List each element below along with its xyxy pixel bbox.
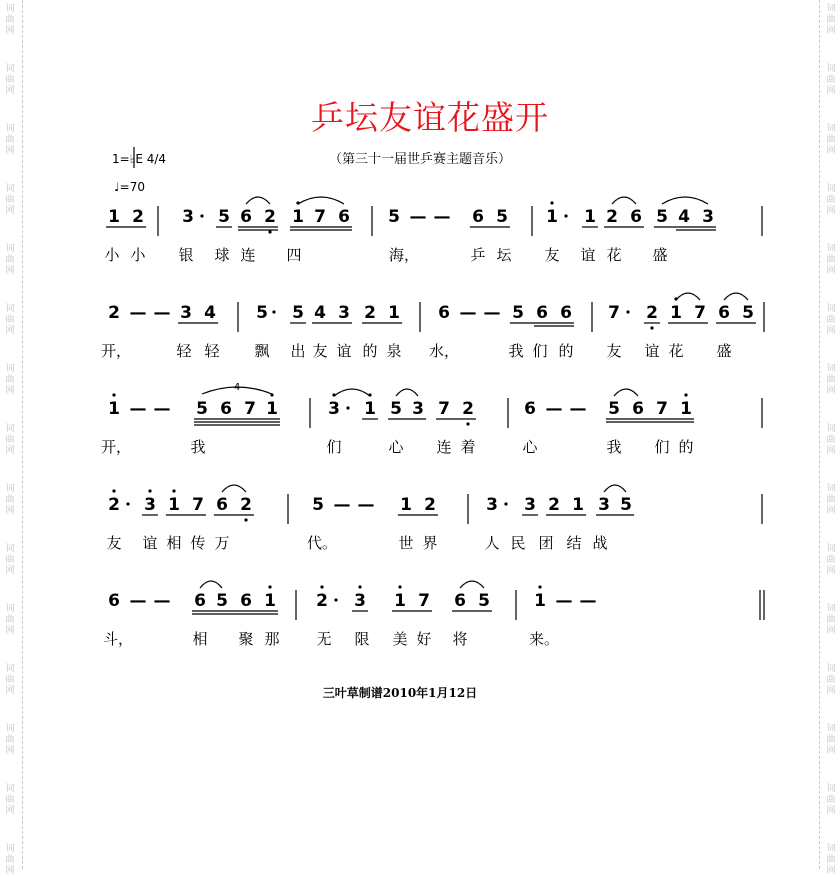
note: —: [579, 591, 597, 611]
key-signature: 1=♭E 4/4: [112, 152, 167, 166]
song-subtitle: （第三十一届世乒赛主题音乐）: [328, 152, 511, 167]
note: 6: [220, 399, 232, 419]
lyric: 限: [354, 630, 370, 648]
lyric: 友: [312, 342, 328, 360]
note: —: [333, 495, 351, 515]
lyric: 四: [286, 246, 302, 264]
note: 3: [598, 495, 610, 515]
octave-dot: [200, 214, 203, 217]
watermark-mark: 词 曲 网: [5, 484, 15, 516]
note: 7: [244, 399, 256, 419]
lyric: 盛: [652, 246, 668, 264]
note: —: [569, 399, 587, 419]
lyric: 世: [398, 534, 414, 552]
note: 6: [240, 591, 252, 611]
octave-dot: [674, 297, 677, 300]
note: 1: [364, 399, 376, 419]
lyric: 花: [668, 342, 684, 360]
note: 1: [388, 303, 400, 323]
tuplet-number: 4: [233, 382, 241, 393]
lyric: 友: [106, 534, 122, 552]
note: 7: [192, 495, 204, 515]
lyric: 相: [166, 534, 182, 552]
lyric: 轻: [176, 342, 192, 360]
watermark-mark: 词 曲 网: [5, 604, 15, 636]
lyric: 传: [190, 534, 206, 552]
note: 6: [630, 207, 642, 227]
note: 4: [204, 303, 216, 323]
lyric: 小: [130, 246, 146, 264]
watermark-mark: 词 曲 网: [826, 424, 836, 456]
lyric: 我: [190, 438, 206, 456]
note: 1: [584, 207, 596, 227]
lyric: 的: [362, 342, 378, 360]
note: 3: [486, 495, 498, 515]
octave-dot: [332, 393, 335, 396]
lyric: 我: [606, 438, 622, 456]
note: 5: [496, 207, 508, 227]
watermark-mark: 词 曲 网: [826, 664, 836, 696]
watermark-mark: 词 曲 网: [5, 364, 15, 396]
note: 6: [194, 591, 206, 611]
tempo-marking: ♩=70: [114, 180, 145, 194]
lyric: 无: [316, 630, 332, 648]
watermark-mark: 词 曲 网: [826, 484, 836, 516]
lyric: 开，: [100, 438, 132, 456]
octave-dot: [650, 326, 653, 329]
lyric: 谊: [644, 342, 660, 360]
note: 6: [632, 399, 644, 419]
note: 7: [694, 303, 706, 323]
note: 2: [108, 495, 120, 515]
note: 6: [536, 303, 548, 323]
note: 6: [560, 303, 572, 323]
lyric: 的: [678, 438, 694, 456]
octave-dot: [272, 310, 275, 313]
note: 3: [180, 303, 192, 323]
lyric: 连: [240, 246, 256, 264]
note: 7: [438, 399, 450, 419]
note: —: [555, 591, 573, 611]
octave-dot: [270, 393, 273, 396]
watermark-mark: 词 曲 网: [826, 184, 836, 216]
note: 3: [702, 207, 714, 227]
octave-dot: [626, 310, 629, 313]
lyric: 来。: [528, 630, 560, 648]
note: 4: [678, 207, 690, 227]
octave-dot: [550, 201, 553, 204]
lyric: 友: [606, 342, 622, 360]
note: 2: [264, 207, 276, 227]
octave-dot: [244, 518, 247, 521]
slur: [612, 197, 636, 204]
octave-dot: [172, 489, 175, 492]
lyric: 盛: [716, 342, 732, 360]
note: 5: [388, 207, 400, 227]
watermark-mark: 词 曲 网: [5, 424, 15, 456]
lyric: 代。: [306, 534, 338, 552]
slur: [202, 387, 272, 394]
note: —: [409, 207, 427, 227]
watermark-mark: 词 曲 网: [826, 784, 836, 816]
lyric: 们: [532, 342, 548, 360]
lyric: 水，: [428, 342, 460, 360]
lyric: 战: [592, 534, 608, 552]
lyric: 美: [392, 630, 408, 648]
note: 1: [264, 591, 276, 611]
note: 2: [548, 495, 560, 515]
watermark-mark: 词 曲 网: [5, 844, 15, 876]
note: 1: [168, 495, 180, 515]
note: 2: [132, 207, 144, 227]
note: 1: [572, 495, 584, 515]
note: 5: [656, 207, 668, 227]
note: 6: [338, 207, 350, 227]
lyric: 界: [422, 534, 438, 552]
note: 6: [524, 399, 536, 419]
octave-dot: [564, 214, 567, 217]
lyric: 银: [178, 246, 194, 264]
lyric: 出: [290, 342, 306, 360]
octave-dot: [320, 585, 323, 588]
note: 2: [646, 303, 658, 323]
slur: [396, 389, 418, 396]
note: —: [129, 399, 147, 419]
lyric: 相: [192, 630, 208, 648]
octave-dot: [112, 489, 115, 492]
octave-dot: [684, 393, 687, 396]
note: 3: [412, 399, 424, 419]
watermark-mark: 词 曲 网: [5, 124, 15, 156]
octave-dot: [112, 393, 115, 396]
lyric: 连: [436, 438, 452, 456]
watermark-mark: 词 曲 网: [826, 844, 836, 876]
watermark-mark: 词 曲 网: [826, 604, 836, 636]
slur: [200, 581, 222, 588]
lyric: 斗，: [102, 630, 134, 648]
note: 2: [606, 207, 618, 227]
note: 1: [108, 207, 120, 227]
lyric: 坛: [496, 246, 512, 264]
lyric: 结: [566, 534, 582, 552]
lyric: 着: [460, 438, 476, 456]
note: 6: [718, 303, 730, 323]
lyric: 小: [104, 246, 120, 264]
slur: [222, 485, 246, 492]
slur: [246, 197, 270, 204]
note: 3: [524, 495, 536, 515]
note: 2: [240, 495, 252, 515]
lyric: 们: [326, 438, 342, 456]
lyric: 聚: [238, 630, 254, 648]
note: 5: [620, 495, 632, 515]
lyric: 谊: [142, 534, 158, 552]
note: 6: [240, 207, 252, 227]
lyric: 乒: [470, 246, 486, 264]
note: —: [129, 591, 147, 611]
note: 5: [742, 303, 754, 323]
slur: [460, 581, 484, 588]
lyric: 那: [264, 630, 280, 648]
note: 5: [196, 399, 208, 419]
lyric: 泉: [386, 342, 402, 360]
note: 2: [424, 495, 436, 515]
lyric: 人: [484, 534, 500, 552]
note: 5: [256, 303, 268, 323]
watermark-mark: 词 曲 网: [826, 124, 836, 156]
note: 5: [390, 399, 402, 419]
note: —: [153, 303, 171, 323]
note: 1: [266, 399, 278, 419]
slur: [604, 485, 626, 492]
watermark-mark: 词 曲 网: [826, 64, 836, 96]
lyric: 花: [606, 246, 622, 264]
watermark-mark: 词 曲 网: [5, 304, 15, 336]
note: 7: [608, 303, 620, 323]
watermark-mark: 词 曲 网: [826, 304, 836, 336]
note: —: [153, 399, 171, 419]
note: 1: [680, 399, 692, 419]
lyric: 我: [508, 342, 524, 360]
lyric: 好: [416, 630, 432, 648]
note: 6: [108, 591, 120, 611]
watermark-mark: 词 曲 网: [826, 4, 836, 36]
octave-dot: [538, 585, 541, 588]
slur: [298, 197, 344, 204]
note: 7: [418, 591, 430, 611]
note: 7: [314, 207, 326, 227]
watermark-mark: 词 曲 网: [826, 244, 836, 276]
lyric: 心: [388, 438, 404, 456]
note: 3: [338, 303, 350, 323]
lyric: 飘: [254, 342, 270, 360]
octave-dot: [126, 502, 129, 505]
slur: [724, 293, 748, 300]
octave-dot: [268, 230, 271, 233]
note: 1: [546, 207, 558, 227]
transcriber-credit: 三叶草制谱2010年1月12日: [322, 686, 478, 700]
lyric: 们: [654, 438, 670, 456]
watermark-mark: 词 曲 网: [5, 544, 15, 576]
watermark-mark: 词 曲 网: [826, 364, 836, 396]
octave-dot: [346, 406, 349, 409]
note: 3: [144, 495, 156, 515]
lyric: 万: [214, 534, 230, 552]
octave-dot: [358, 585, 361, 588]
octave-dot: [296, 201, 299, 204]
lyric: 将: [452, 630, 468, 648]
note: —: [129, 303, 147, 323]
song-title: 乒坛友谊花盛开: [311, 98, 549, 137]
note: 1: [400, 495, 412, 515]
watermark-mark: 词 曲 网: [5, 244, 15, 276]
note: 5: [292, 303, 304, 323]
slur: [676, 293, 700, 300]
octave-dot: [398, 585, 401, 588]
lyric: 民: [510, 534, 526, 552]
octave-dot: [466, 422, 469, 425]
note: 6: [472, 207, 484, 227]
lyric: 谊: [580, 246, 596, 264]
note: 5: [512, 303, 524, 323]
octave-dot: [268, 585, 271, 588]
note: 5: [216, 591, 228, 611]
note: —: [545, 399, 563, 419]
note: 6: [216, 495, 228, 515]
lyric: 的: [558, 342, 574, 360]
note: 2: [108, 303, 120, 323]
lyric: 海，: [388, 246, 420, 264]
octave-dot: [148, 489, 151, 492]
slur: [614, 389, 638, 396]
lyric: 谊: [336, 342, 352, 360]
octave-dot: [368, 393, 371, 396]
lyric: 轻: [204, 342, 220, 360]
watermark-mark: 词 曲 网: [5, 64, 15, 96]
note: 3: [354, 591, 366, 611]
note: 3: [328, 399, 340, 419]
watermark-mark: 词 曲 网: [826, 544, 836, 576]
note: 1: [394, 591, 406, 611]
note: 5: [312, 495, 324, 515]
watermark-mark: 词 曲 网: [5, 4, 15, 36]
lyric: 开，: [100, 342, 132, 360]
watermark-mark: 词 曲 网: [5, 664, 15, 696]
note: —: [433, 207, 451, 227]
octave-dot: [334, 598, 337, 601]
note: 4: [314, 303, 326, 323]
note: 1: [292, 207, 304, 227]
note: 6: [454, 591, 466, 611]
note: 2: [364, 303, 376, 323]
note: 1: [534, 591, 546, 611]
octave-dot: [504, 502, 507, 505]
note: 3: [182, 207, 194, 227]
note: 5: [608, 399, 620, 419]
note: 5: [478, 591, 490, 611]
lyric: 球: [214, 246, 230, 264]
lyric: 团: [538, 534, 554, 552]
note: 2: [316, 591, 328, 611]
note: 2: [462, 399, 474, 419]
slur: [334, 389, 370, 396]
note: 6: [438, 303, 450, 323]
note: —: [357, 495, 375, 515]
lyric: 友: [544, 246, 560, 264]
watermark-mark: 词 曲 网: [5, 184, 15, 216]
watermark-mark: 词 曲 网: [5, 724, 15, 756]
note: 7: [656, 399, 668, 419]
note: 5: [218, 207, 230, 227]
watermark-mark: 词 曲 网: [826, 724, 836, 756]
note: —: [483, 303, 501, 323]
watermark-mark: 词 曲 网: [5, 784, 15, 816]
note: 1: [670, 303, 682, 323]
note: —: [153, 591, 171, 611]
slur: [662, 197, 708, 204]
note: 1: [108, 399, 120, 419]
lyric: 心: [522, 438, 538, 456]
note: —: [459, 303, 477, 323]
